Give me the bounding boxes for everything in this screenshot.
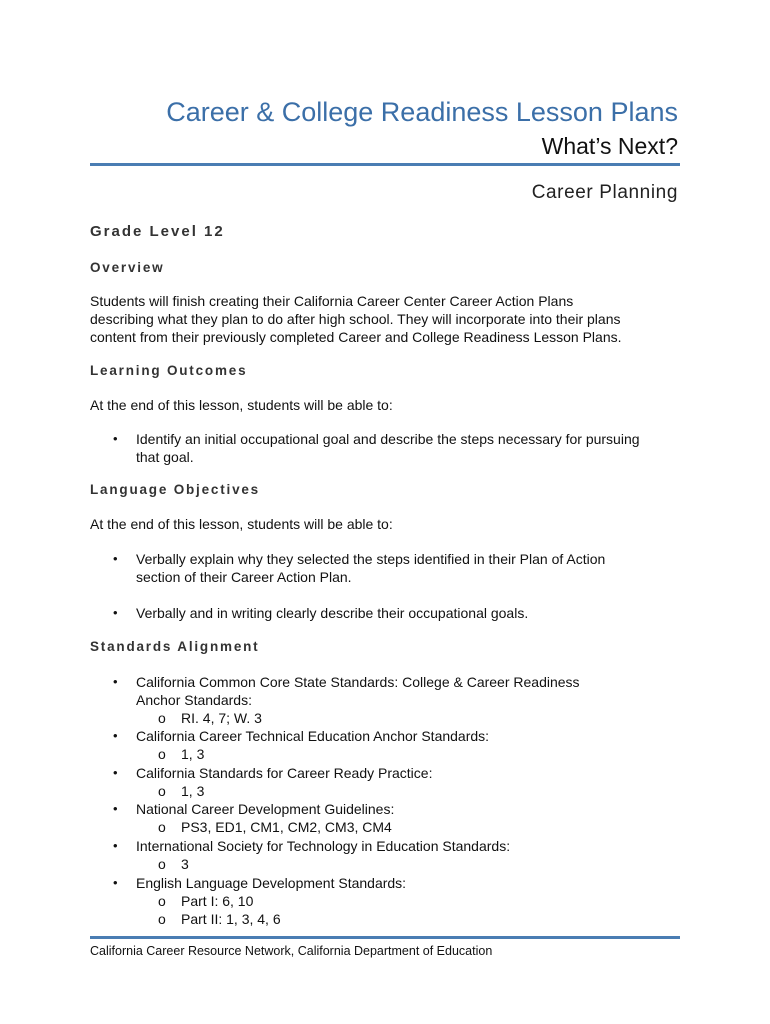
list-item-line: section of their Career Action Plan.: [136, 569, 352, 585]
overview-line-2: describing what they plan to do after high school. They will incorporate into their plans: [90, 311, 621, 327]
list-item: [113, 673, 683, 709]
list-item-line: Verbally explain why they selected the steps identified in their Plan of Action: [136, 551, 606, 567]
sub-list-item: [158, 782, 658, 800]
sub-list-item: [158, 910, 658, 928]
sub-list-item-text: RI. 4, 7; W. 3: [181, 710, 262, 726]
bullet-icon: •: [113, 838, 118, 853]
sub-list-item-text: Part I: 6, 10: [181, 893, 254, 909]
sub-list-item-text: 1, 3: [181, 783, 205, 799]
list-item-line: California Common Core State Standards: College & Career Readiness: [136, 674, 580, 690]
sub-list-item-text: PS3, ED1, CM1, CM2, CM3, CM4: [181, 819, 392, 835]
list-item-line: California Standards for Career Ready Practice:: [136, 765, 433, 781]
footer-divider: [90, 936, 680, 939]
list-item: [113, 550, 683, 586]
list-item: [113, 874, 683, 892]
header-divider: [90, 163, 680, 166]
language-objectives-intro: At the end of this lesson, students will be able to:: [90, 516, 393, 532]
sub-list-item: [158, 745, 658, 763]
circle-bullet-icon: o: [158, 911, 166, 927]
bullet-icon: •: [113, 605, 118, 620]
page-subtitle: What’s Next?: [541, 133, 678, 159]
sub-list-item: [158, 818, 658, 836]
circle-bullet-icon: o: [158, 856, 166, 872]
list-item-line: Verbally and in writing clearly describe their occupational goals.: [136, 605, 529, 621]
circle-bullet-icon: o: [158, 893, 166, 909]
list-item-line: Identify an initial occupational goal and describe the steps necessary for pursuing: [136, 431, 640, 447]
list-item-line: Anchor Standards:: [136, 692, 252, 708]
bullet-icon: •: [113, 801, 118, 816]
sub-list-item-text: 3: [181, 856, 189, 872]
bullet-icon: •: [113, 551, 118, 566]
list-item-line: English Language Development Standards:: [136, 875, 407, 891]
sub-list-item-text: Part II: 1, 3, 4, 6: [181, 911, 281, 927]
bullet-icon: •: [113, 728, 118, 743]
grade-level-heading: Grade Level 12: [90, 223, 225, 240]
page-footer: California Career Resource Network, California Department of Education: [90, 944, 493, 958]
circle-bullet-icon: o: [158, 819, 166, 835]
list-item-line: National Career Development Guidelines:: [136, 801, 395, 817]
section-title: Career Planning: [531, 182, 678, 203]
circle-bullet-icon: o: [158, 783, 166, 799]
list-item-line: California Career Technical Education Anchor Standards:: [136, 728, 490, 744]
bullet-icon: •: [113, 431, 118, 446]
overview-heading: Overview: [90, 260, 165, 275]
circle-bullet-icon: o: [158, 746, 166, 762]
overview-line-1: Students will finish creating their California Career Center Career Action Plans: [90, 293, 574, 309]
sub-list-item-text: 1, 3: [181, 746, 205, 762]
page-title: Career & College Readiness Lesson Plans: [166, 97, 678, 127]
standards-alignment-heading: Standards Alignment: [90, 639, 260, 654]
learning-outcomes-heading: Learning Outcomes: [90, 363, 248, 378]
sub-list-item: [158, 855, 658, 873]
list-item-line: International Society for Technology in Education Standards:: [136, 838, 511, 854]
sub-list-item: [158, 892, 658, 910]
sub-list-item: [158, 709, 658, 727]
list-item: [113, 727, 683, 745]
list-item-line: that goal.: [136, 449, 194, 465]
list-item: [113, 800, 683, 818]
learning-outcomes-intro: At the end of this lesson, students will be able to:: [90, 397, 393, 413]
list-item: [113, 604, 683, 622]
overview-line-3: content from their previously completed Career and College Readiness Lesson Plans.: [90, 329, 622, 345]
language-objectives-heading: Language Objectives: [90, 482, 260, 497]
bullet-icon: •: [113, 875, 118, 890]
list-item: [113, 430, 683, 466]
circle-bullet-icon: o: [158, 710, 166, 726]
bullet-icon: •: [113, 674, 118, 689]
list-item: [113, 764, 683, 782]
bullet-icon: •: [113, 765, 118, 780]
list-item: [113, 837, 683, 855]
